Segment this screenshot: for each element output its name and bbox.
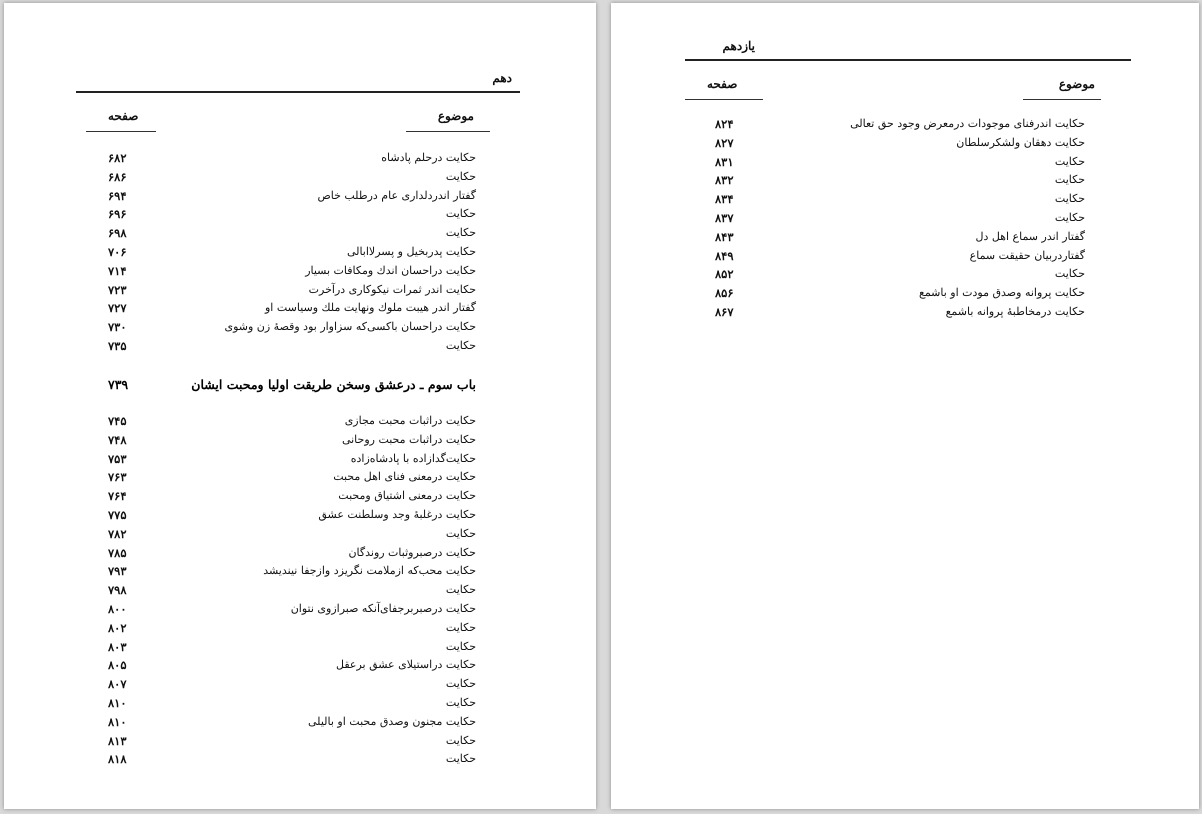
- entry-title: حکایت دهقان ولشکرسلطان: [956, 135, 1085, 149]
- toc-entry: [108, 564, 476, 583]
- toc-entry: [715, 211, 1085, 230]
- column-heading-underline: [685, 99, 763, 100]
- entry-page-number: ۸۰۷: [108, 677, 127, 692]
- toc-entry: [108, 640, 476, 659]
- entry-title: حکایت: [445, 620, 476, 634]
- entry-page-number: ۶۸۲: [108, 151, 127, 165]
- toc-entry: [108, 715, 476, 734]
- entry-page-number: ۸۱۳: [108, 733, 127, 748]
- entry-title: حکایت درمخاطبهٔ پروانه باشمع: [945, 304, 1085, 318]
- entry-title: حکایت دراحسان اندك ومكافات بسيار: [305, 263, 476, 277]
- entry-page-number: ۸۱۸: [108, 752, 127, 767]
- toc-entry: [108, 414, 476, 433]
- entry-title: حکایت: [1054, 173, 1085, 187]
- toc-list: [108, 151, 476, 358]
- entry-title: حکایت: [445, 583, 476, 597]
- toc-entry: [108, 264, 476, 283]
- toc-list: [715, 117, 1085, 324]
- entry-title: حکایت: [445, 677, 476, 691]
- left-page: [4, 3, 596, 809]
- toc-entry: [108, 527, 476, 546]
- entry-title: حکایت اندر ثمرات نیکوکاری درآخرت: [308, 282, 476, 296]
- entry-title: گفتار اندر سماع اهل دل: [975, 229, 1085, 243]
- entry-page-number: ۸۰۰: [108, 601, 127, 616]
- entry-title: حکایت اندرفنای موجودات درمعرض وجود حق تعالی: [850, 117, 1085, 130]
- entry-page-number: ۷۸۵: [108, 545, 127, 560]
- column-heading-topic: موضوع: [1058, 77, 1095, 91]
- entry-page-number: ۷۴۵: [108, 414, 127, 428]
- toc-entry: [108, 752, 476, 771]
- entry-page-number: ۷۳۵: [108, 338, 127, 353]
- toc-entry: [108, 621, 476, 640]
- running-head: یازدهم: [722, 39, 755, 53]
- entry-title: حکایت درصبربرجفای‌آنکه صبرازوی نتوان: [290, 601, 476, 615]
- entry-title: حکایت دراحسان باکسی‌که سزاوار بود وقصهٔ زن وشوی: [224, 320, 476, 334]
- entry-title: حکایت: [1054, 210, 1085, 224]
- entry-page-number: ۷۶۴: [108, 489, 127, 504]
- right-page: [611, 3, 1199, 809]
- entry-page-number: ۸۴۹: [715, 248, 734, 263]
- column-heading-underline: [406, 131, 490, 132]
- toc-entry: [108, 301, 476, 320]
- entry-page-number: ۷۹۳: [108, 564, 127, 579]
- entry-title: حکایت: [445, 526, 476, 540]
- toc-entry: [108, 508, 476, 527]
- entry-title: حکایت دراثبات محبت مجازی: [344, 414, 476, 427]
- header-rule: [76, 91, 520, 93]
- entry-page-number: ۶۹۸: [108, 226, 127, 241]
- entry-title: حکایت: [445, 733, 476, 747]
- entry-page-number: ۷۰۶: [108, 244, 127, 259]
- running-head: دهم: [492, 71, 512, 85]
- chapter-title: باب سوم ـ درعشق وسخن طریقت اولیا ومحبت ایشان: [191, 377, 476, 392]
- entry-title: گفتار اندردلداری عام درطلب خاص: [317, 188, 476, 202]
- entry-page-number: ۷۶۳: [108, 470, 127, 485]
- toc-entry: [715, 192, 1085, 211]
- entry-title: حکایت درمعنی فنای اهل محبت: [333, 470, 476, 484]
- chapter-heading: [108, 377, 476, 397]
- entry-page-number: ۸۰۲: [108, 620, 127, 635]
- entry-title: حکایت: [445, 695, 476, 709]
- entry-page-number: ۸۵۲: [715, 267, 734, 282]
- entry-title: حکایت: [445, 338, 476, 352]
- toc-entry: [108, 677, 476, 696]
- entry-title: حکایت: [445, 226, 476, 240]
- entry-title: حکایت محب‌که ازملامت نگریزد وازجفا نیندیشد: [263, 564, 476, 578]
- entry-title: گفتار اندر هیبت ملوك ونهايت ملك وسياست او: [264, 301, 476, 315]
- entry-title: حکایت: [445, 752, 476, 766]
- toc-entry: [108, 433, 476, 452]
- toc-entry: [715, 249, 1085, 268]
- toc-list: [108, 414, 476, 771]
- entry-title: حکایت‌گدازاده با پادشاه‌زاده: [350, 451, 476, 465]
- entry-page-number: ۶۹۶: [108, 207, 127, 222]
- toc-entry: [715, 136, 1085, 155]
- column-heading-page: صفحه: [108, 109, 139, 123]
- entry-page-number: ۸۰۵: [108, 658, 127, 673]
- toc-entry: [108, 151, 476, 170]
- entry-page-number: ۸۰۳: [108, 639, 127, 654]
- entry-page-number: ۸۲۷: [715, 135, 734, 150]
- entry-page-number: ۸۱۰: [108, 714, 127, 729]
- toc-entry: [715, 230, 1085, 249]
- entry-page-number: ۸۳۲: [715, 173, 734, 188]
- entry-page-number: ۷۵۳: [108, 451, 127, 466]
- toc-entry: [715, 155, 1085, 174]
- column-heading-underline: [86, 131, 156, 132]
- toc-entry: [108, 245, 476, 264]
- toc-entry: [108, 470, 476, 489]
- entry-title: حکایت پدربخیل و پسرلاابالی: [346, 244, 476, 258]
- entry-page-number: ۸۵۶: [715, 286, 734, 301]
- entry-title: حکایت درغلبهٔ وجد وسلطنت عشق: [318, 507, 476, 521]
- entry-page-number: ۷۴۸: [108, 432, 127, 447]
- entry-page-number: ۶۹۴: [108, 188, 127, 203]
- column-heading-page: صفحه: [707, 77, 738, 91]
- toc-entry: [108, 602, 476, 621]
- toc-entry: [108, 658, 476, 677]
- header-rule: [685, 59, 1131, 61]
- entry-page-number: ۸۱۰: [108, 695, 127, 710]
- entry-page-number: ۸۳۴: [715, 192, 734, 207]
- entry-page-number: ۷۹۸: [108, 583, 127, 598]
- entry-page-number: ۸۳۷: [715, 210, 734, 225]
- entry-page-number: ۷۱۴: [108, 263, 127, 278]
- toc-entry: [715, 305, 1085, 324]
- toc-entry: [108, 734, 476, 753]
- toc-entry: [108, 170, 476, 189]
- toc-entry: [108, 546, 476, 565]
- entry-title: حکایت دراثبات محبت روحانی: [341, 432, 476, 446]
- column-heading-topic: موضوع: [437, 109, 474, 123]
- entry-title: گفتاردربیان حقیقت سماع: [969, 248, 1085, 262]
- entry-page-number: ۶۸۶: [108, 169, 127, 184]
- entry-page-number: ۷۲۳: [108, 282, 127, 297]
- entry-title: حکایت: [445, 207, 476, 221]
- entry-page-number: ۷۷۵: [108, 507, 127, 522]
- entry-title: حکایت: [1054, 267, 1085, 281]
- entry-title: حکایت دراستیلای عشق برعقل: [335, 658, 476, 672]
- toc-entry: [108, 696, 476, 715]
- entry-page-number: ۷۳۰: [108, 320, 127, 335]
- entry-title: حکایت درصبروثبات روندگان: [348, 545, 476, 559]
- entry-page-number: ۷۸۲: [108, 526, 127, 541]
- entry-page-number: ۷۲۷: [108, 301, 127, 316]
- toc-entry: [715, 286, 1085, 305]
- toc-entry: [108, 207, 476, 226]
- entry-title: حکایت: [445, 639, 476, 653]
- entry-title: حکایت درحلم پادشاه: [381, 151, 476, 164]
- toc-entry: [108, 320, 476, 339]
- toc-entry: [108, 452, 476, 471]
- entry-title: حکایت: [1054, 154, 1085, 168]
- chapter-page-number: ۷۳۹: [108, 377, 129, 392]
- toc-entry: [108, 583, 476, 602]
- column-heading-underline: [1023, 99, 1101, 100]
- toc-entry: [108, 339, 476, 358]
- entry-title: حکایت مجنون وصدق محبت او بالیلی: [308, 714, 476, 728]
- toc-entry: [108, 226, 476, 245]
- entry-title: حکایت درمعنی اشتیاق ومحبت: [338, 489, 476, 503]
- entry-page-number: ۸۴۳: [715, 229, 734, 244]
- entry-page-number: ۸۶۷: [715, 304, 734, 319]
- toc-entry: [715, 117, 1085, 136]
- entry-page-number: ۸۲۴: [715, 117, 734, 131]
- entry-title: حکایت: [445, 169, 476, 183]
- toc-entry: [715, 173, 1085, 192]
- toc-entry: [108, 489, 476, 508]
- toc-entry: [108, 283, 476, 302]
- entry-title: حکایت: [1054, 192, 1085, 206]
- toc-entry: [715, 267, 1085, 286]
- entry-page-number: ۸۳۱: [715, 154, 734, 169]
- entry-title: حکایت پروانه وصدق مودت او باشمع: [918, 286, 1085, 300]
- toc-entry: [108, 189, 476, 208]
